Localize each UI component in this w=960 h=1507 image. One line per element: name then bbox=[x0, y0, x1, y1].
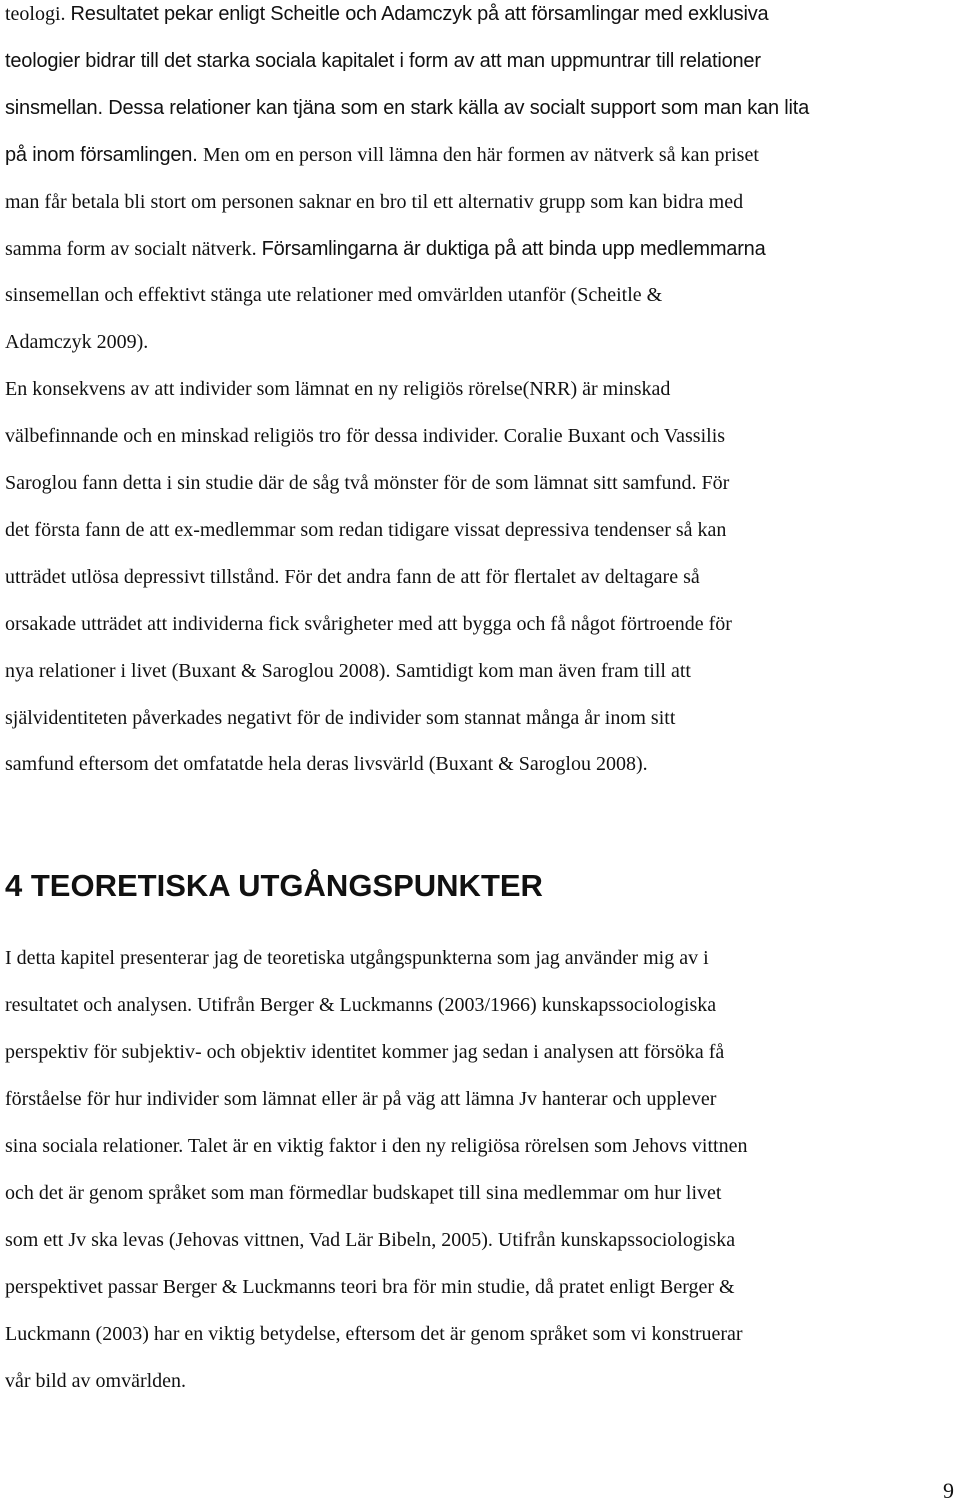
text-line bbox=[5, 423, 725, 449]
text-segment: man får betala bli stort om personen saknar en bro til ett alternativ grupp som kan bidra med bbox=[5, 190, 744, 213]
page-number: 9 bbox=[943, 1478, 954, 1503]
text-line bbox=[5, 1133, 747, 1159]
text-segment: sinsemellan och effektivt stänga ute relationer med omvärlden utanför (Scheitle & bbox=[5, 284, 663, 307]
text-line bbox=[5, 236, 766, 262]
text-segment: orsakade utträdet att individerna fick svårigheter med att bygga och få något förtroende för bbox=[5, 612, 732, 635]
text-line bbox=[5, 992, 716, 1018]
text-line bbox=[5, 1321, 743, 1347]
text-line bbox=[5, 376, 670, 402]
text-segment: sinsmellan. Dessa relationer kan tjäna som en stark källa av socialt support som man kan lita bbox=[5, 96, 809, 119]
text-segment: vår bild av omvärlden. bbox=[5, 1370, 187, 1392]
text-line bbox=[5, 658, 691, 684]
text-line bbox=[5, 1039, 724, 1065]
text-segment: och det är genom språket som man förmedlar budskapet till sina medlemmar om hur livet bbox=[5, 1182, 722, 1204]
text-segment: Men om en person vill lämna den här formen av nätverk så kan priset bbox=[202, 143, 759, 166]
text-segment: Adamczyk 2009). bbox=[5, 331, 149, 354]
text-segment: perspektiv för subjektiv- och objektiv identitet kommer jag sedan i analysen att försöka få bbox=[5, 1041, 725, 1063]
text-segment: på inom församlingen. bbox=[5, 143, 203, 166]
text-line bbox=[5, 751, 648, 777]
text-segment: nya relationer i livet (Buxant & Saroglou 2008). Samtidigt kom man även fram till att bbox=[5, 659, 691, 682]
text-segment: som ett Jv ska levas (Jehovas vittnen, Vad Lär Bibeln, 2005). Utifrån kunskapssociologiska bbox=[5, 1229, 736, 1251]
text-line bbox=[5, 329, 148, 355]
text-line bbox=[5, 1274, 735, 1300]
text-segment: teologi. bbox=[5, 3, 71, 25]
text-line bbox=[5, 470, 729, 496]
text-line bbox=[5, 517, 726, 543]
text-segment: Saroglou fann detta i sin studie där de såg två mönster för de som lämnat sitt samfund. För bbox=[5, 472, 730, 494]
text-segment: samfund eftersom det omfatatde hela deras livsvärld (Buxant & Saroglou 2008). bbox=[5, 753, 648, 776]
chapter-heading: 4 TEORETISKA UTGÅNGSPUNKTER bbox=[5, 868, 543, 903]
text-line bbox=[5, 945, 709, 971]
text-line bbox=[5, 1086, 716, 1112]
text-line bbox=[5, 1227, 735, 1253]
text-segment: självidentiteten påverkades negativt för de individer som stannat många år inom sitt bbox=[5, 706, 676, 729]
text-segment: Luckmann (2003) har en viktig betydelse, eftersom det är genom språket som vi konstruerar bbox=[5, 1323, 743, 1345]
text-line bbox=[5, 1180, 721, 1206]
text-segment: teologier bidrar till det starka sociala kapitalet i form av att man uppmuntrar till relationer bbox=[5, 49, 761, 72]
text-segment: perspektivet passar Berger & Luckmanns teori bra för min studie, då pratet enligt Berger & bbox=[5, 1276, 735, 1298]
text-line bbox=[5, 189, 743, 215]
text-line bbox=[5, 282, 662, 308]
text-segment: resultatet och analysen. Utifrån Berger & Luckmanns (2003/1966) kunskapssociologiska bbox=[5, 994, 717, 1016]
text-line bbox=[5, 142, 759, 168]
text-line bbox=[5, 611, 732, 637]
text-line bbox=[5, 705, 675, 731]
text-line bbox=[5, 1368, 186, 1394]
text-segment: samma form av socialt nätverk. bbox=[5, 237, 262, 260]
text-line bbox=[5, 1, 768, 27]
text-segment: sina sociala relationer. Talet är en viktig faktor i den ny religiösa rörelsen som Jehovs vittnen bbox=[5, 1135, 748, 1157]
text-segment: det första fann de att ex-medlemmar som redan tidigare vissat depressiva tendenser så kan bbox=[5, 518, 727, 541]
text-segment: förståelse för hur individer som lämnat eller är på väg att lämna Jv hanterar och upplever bbox=[5, 1088, 717, 1110]
text-line bbox=[5, 564, 700, 590]
text-segment: välbefinnande och en minskad religiös tro för dessa individer. Coralie Buxant och Vassilis bbox=[5, 425, 726, 448]
text-line bbox=[5, 48, 761, 74]
text-segment: Resultatet pekar enligt Scheitle och Adamczyk på att församlingar med exklusiva bbox=[70, 3, 769, 25]
text-segment: En konsekvens av att individer som lämnat en ny religiös rörelse(NRR) är minskad bbox=[5, 378, 671, 401]
text-segment: I detta kapitel presenterar jag de teoretiska utgångspunkterna som jag använder mig av i bbox=[5, 947, 709, 969]
text-line bbox=[5, 95, 809, 121]
text-segment: utträdet utlösa depressivt tillstånd. För det andra fann de att för flertalet av deltagare så bbox=[5, 565, 700, 588]
text-segment: Församlingarna är duktiga på att binda upp medlemmarna bbox=[261, 237, 766, 260]
